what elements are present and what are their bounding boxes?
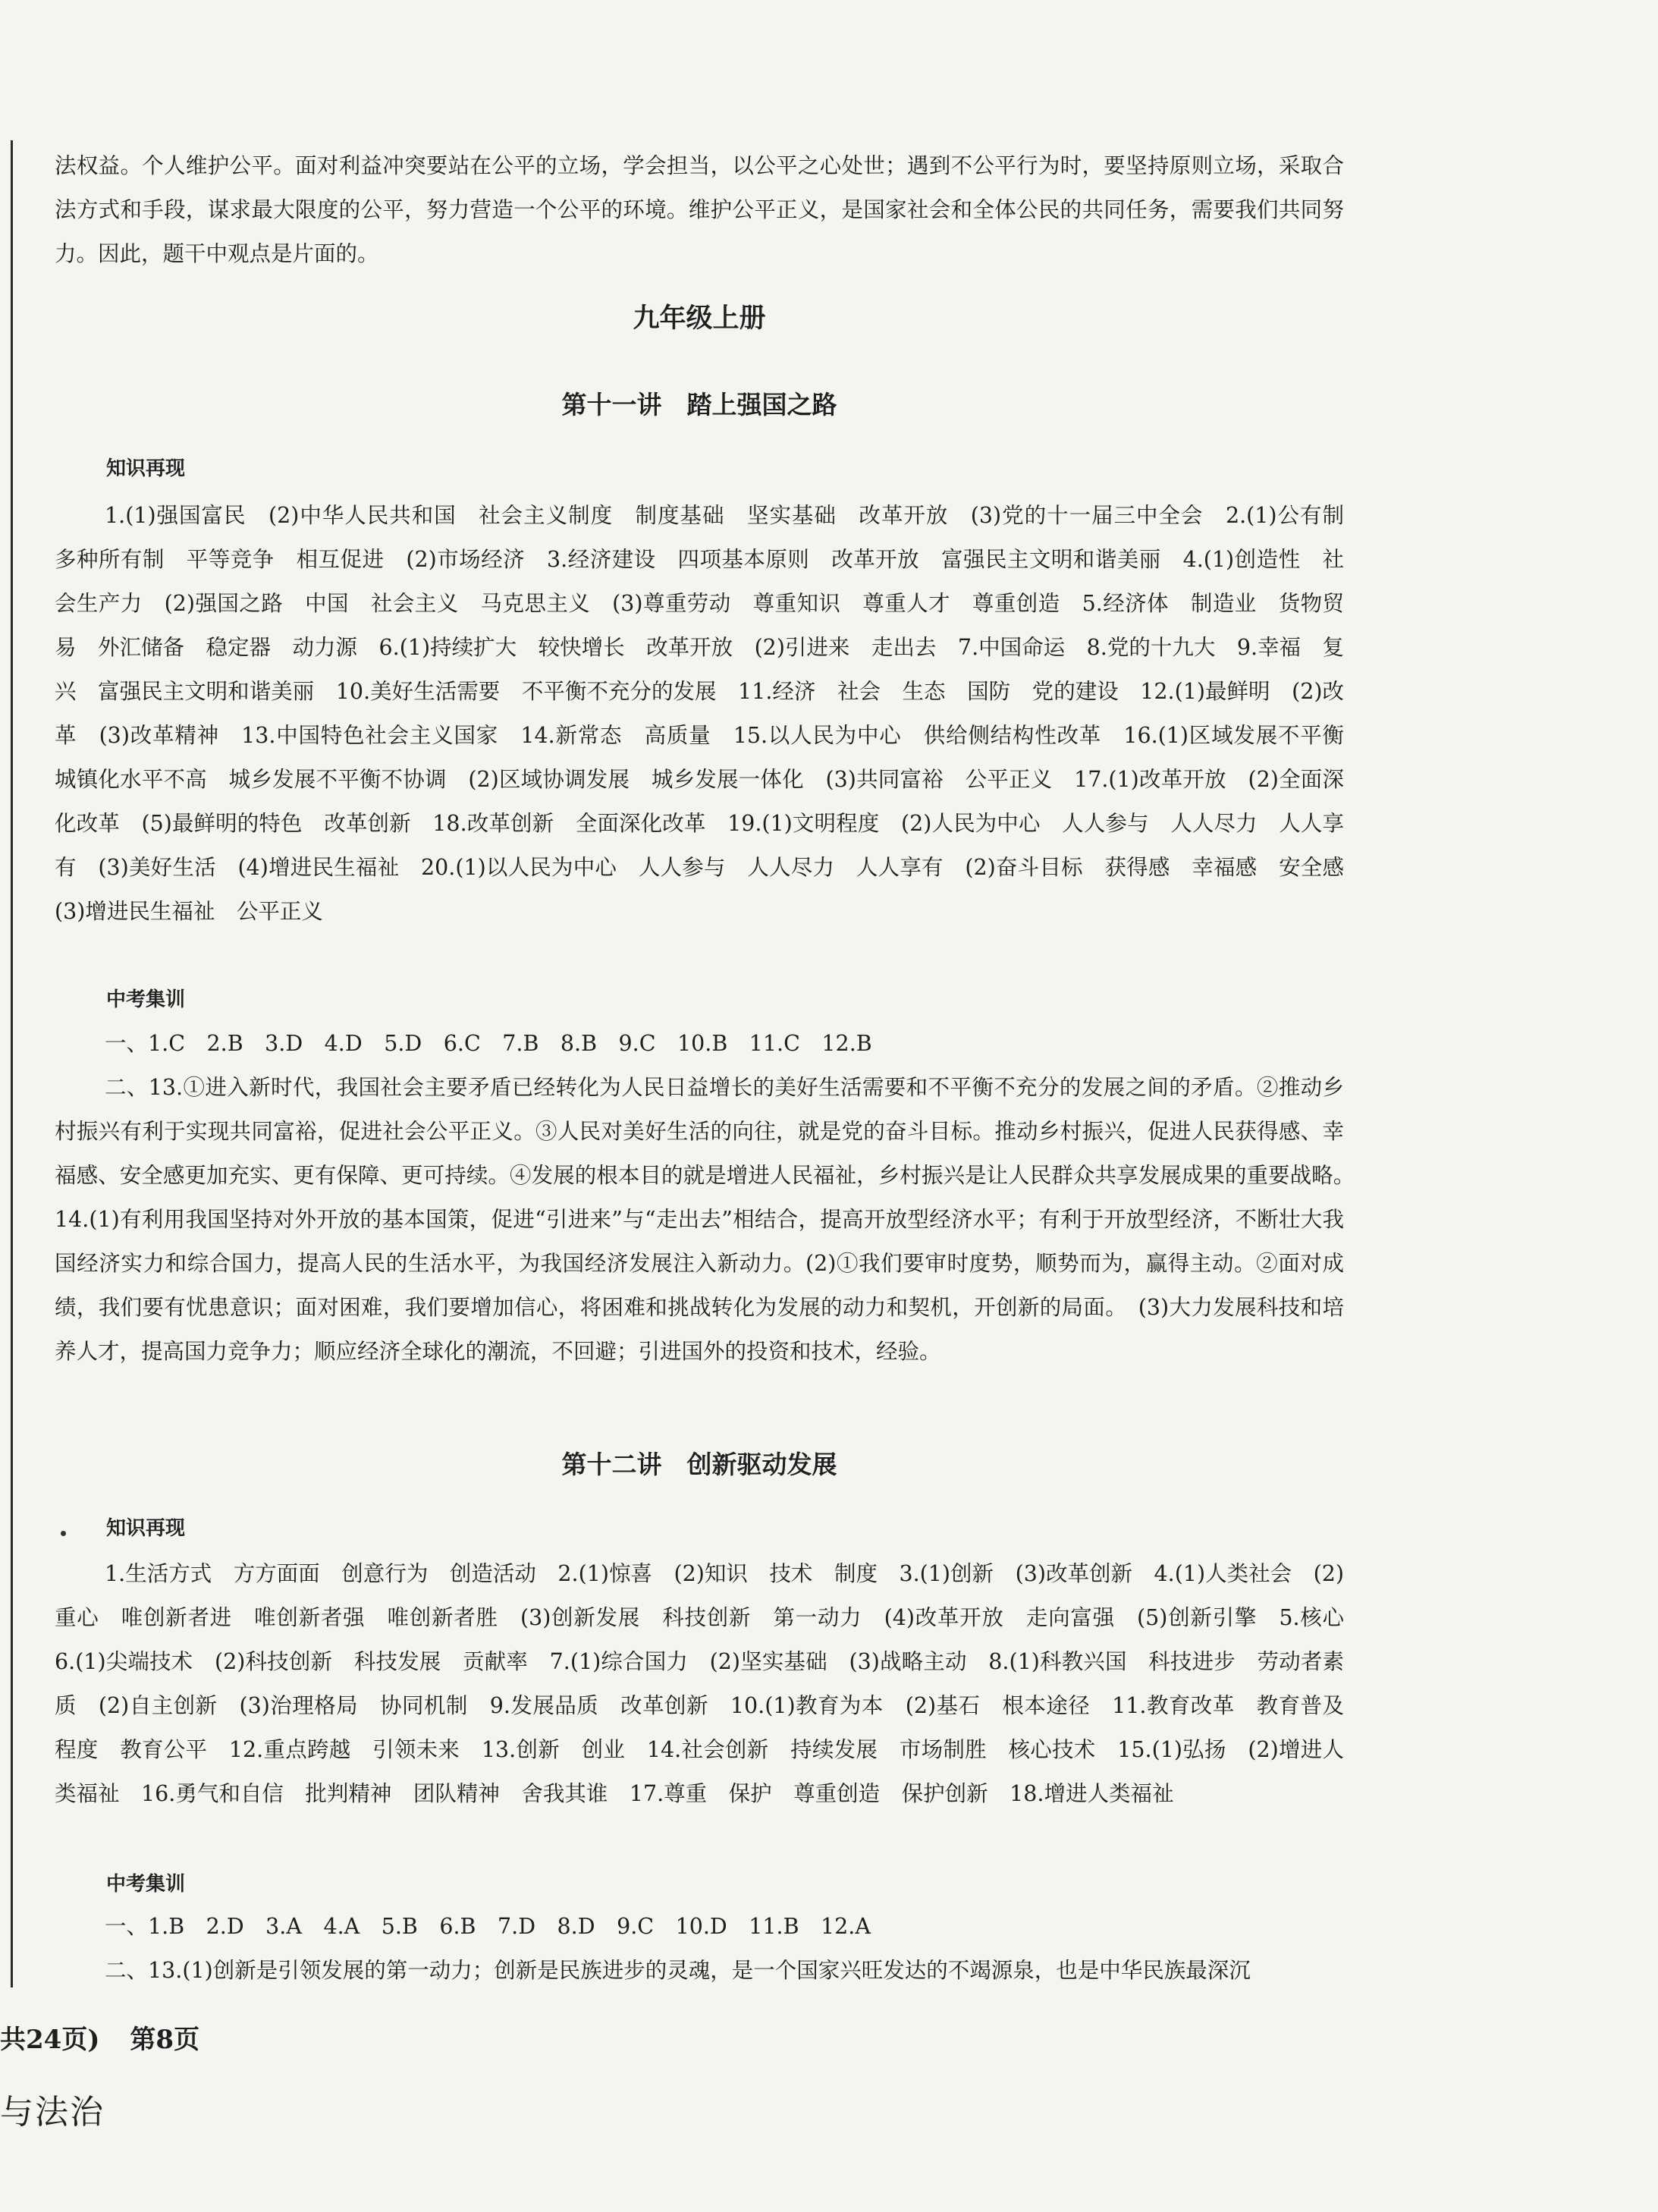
lesson-12-knowledge-block: [55, 1552, 1366, 1816]
volume-title: 九年级上册: [633, 303, 766, 334]
lesson-12-knowledge-text: 1.生活方式 方方面面 创意行为 创造活动 2.(1)惊喜 (2)知识 技术 制度 3.(1)创新 (3)改革创新 4.(1)人类社会 (2)重心 唯创新者进 唯创新者强 唯创新者胜 (3)创新发展 科技创新 第一动力 (4)改革开放 走向富强 (5)创新引擎 5.核心 6.(1)尖端技术 (2)科技创新 科技发展 贡献率 7.(1)综合国力 (2)坚实基础 (3)战略主动 8.(1)科教兴国 科技进步 劳动者素质 (2)自主创新 (3)治理格局 协同机制 9.发展品质 改革创新 10.(1)教育为本 (2)基石 根本途径 11.教育改革 教育普及程度 教育公平 12.重点跨越 引领未来 13.创新 创业 14.社会创新 持续发展 市场制胜 核心技术 15.(1)弘扬 (2)增进人类福祉 16.勇气和自信 批判精神 团队精神 舍我其谁 17.尊重 保护 尊重创造 保护创新 18.增进人类福祉: [55, 1561, 1366, 1806]
top-paragraph: 法权益。个人维护公平。面对利益冲突要站在公平的立场，学会担当，以公平之心处世；遇到不公平行为时，要坚持原则立场，采取合法方式和手段，谋求最大限度的公平，努力营造一个公平的环境。维护公平正义，是国家社会和全体公民的共同任务，需要我们共同努力。因此，题干中观点是片面的。: [55, 153, 1344, 266]
lesson-12-analysis-text: 二、13.(1)创新是引领发展的第一动力；创新是民族进步的灵魂，是一个国家兴旺发达的不竭源泉，也是中华民族最深沉: [105, 1958, 1251, 1983]
left-margin-rule: [11, 140, 13, 1987]
page-number: 第8页: [130, 2025, 200, 2055]
lesson-12-exam-block: [55, 1905, 1344, 1993]
lesson-11-knowledge-label: 知识再现: [106, 457, 186, 480]
lesson-11-exam-block: [55, 1022, 1366, 1374]
scan-dot: [61, 1531, 66, 1536]
total-pages: 共24页): [0, 2025, 100, 2055]
lesson-12-exam-label: 中考集训: [106, 1873, 186, 1896]
lesson-11-title: 第十一讲 踏上强国之路: [561, 390, 837, 419]
lesson-11-knowledge-block: [55, 494, 1366, 934]
lesson-12-title: 第十二讲 创新驱动发展: [561, 1450, 837, 1479]
lesson-12-knowledge-label: 知识再现: [106, 1517, 186, 1540]
lesson-12-choice-answers: 一、1.B 2.D 3.A 4.A 5.B 6.B 7.D 8.D 9.C 10.D 11.B 12.A: [105, 1914, 871, 1939]
lesson-11-analysis-text: 二、13.①进入新时代，我国社会主要矛盾已经转化为人民日益增长的美好生活需要和不平衡不充分的发展之间的矛盾。②推动乡村振兴有利于实现共同富裕，促进社会公平正义。③人民对美好生活的向往，就是党的奋斗目标。推动乡村振兴，促进人民获得感、幸福感、安全感更加充实、更有保障、更可持续。④发展的根本目的就是增进人民福祉，乡村振兴是让人民群众共享发展成果的重要战略。 14.(1)有利用我国坚持对外开放的基本国策，促进“引进来”与“走出去”相结合，提高开放型经济水平；有利于开放型经济，不断壮大我国经济实力和综合国力，提高人民的生活水平，为我国经济发展注入新动力。(2)①我们要审时度势，顺势而为，赢得主动。②面对成绩，我们要有忧患意识；面对困难，我们要增加信心，将困难和挑战转化为发展的动力和契机，开创新的局面。 (3)大力发展科技和培养人才，提高国力竞争力；顺应经济全球化的潮流，不回避；引进国外的投资和技术，经验。: [55, 1075, 1366, 1364]
lesson-11-exam-label: 中考集训: [106, 988, 186, 1011]
page-footer: [0, 2019, 199, 2056]
top-paragraph-block: [55, 144, 1344, 276]
lesson-11-choice-answers: 一、1.C 2.B 3.D 4.D 5.D 6.C 7.B 8.B 9.C 10.B 11.C 12.B: [105, 1031, 872, 1056]
subject-name: 与法治: [0, 2093, 105, 2132]
lesson-11-knowledge-text: 1.(1)强国富民 (2)中华人民共和国 社会主义制度 制度基础 坚实基础 改革开放 (3)党的十一届三中全会 2.(1)公有制 多种所有制 平等竞争 相互促进 (2)市场经济 3.经济建设 四项基本原则 改革开放 富强民主文明和谐美丽 4.(1)创造性 社会生产力 (2)强国之路 中国 社会主义 马克思主义 (3)尊重劳动 尊重知识 尊重人才 尊重创造 5.经济体 制造业 货物贸易 外汇储备 稳定器 动力源 6.(1)持续扩大 较快增长 改革开放 (2)引进来 走出去 7.中国命运 8.党的十九大 9.幸福 复兴 富强民主文明和谐美丽 10.美好生活需要 不平衡不充分的发展 11.经济 社会 生态 国防 党的建设 12.(1)最鲜明 (2)改革 (3)改革精神 13.中国特色社会主义国家 14.新常态 高质量 15.以人民为中心 供给侧结构性改革 16.(1)区域发展不平衡 城镇化水平不高 城乡发展不平衡不协调 (2)区域协调发展 城乡发展一体化 (3)共同富裕 公平正义 17.(1)改革开放 (2)全面深化改革 (5)最鲜明的特色 改革创新 18.改革创新 全面深化改革 19.(1)文明程度 (2)人民为中心 人人参与 人人尽力 人人享有 (3)美好生活 (4)增进民生福祉 20.(1)以人民为中心 人人参与 人人尽力 人人享有 (2)奋斗目标 获得感 幸福感 安全感 (3)增进民生福祉 公平正义: [55, 503, 1366, 924]
